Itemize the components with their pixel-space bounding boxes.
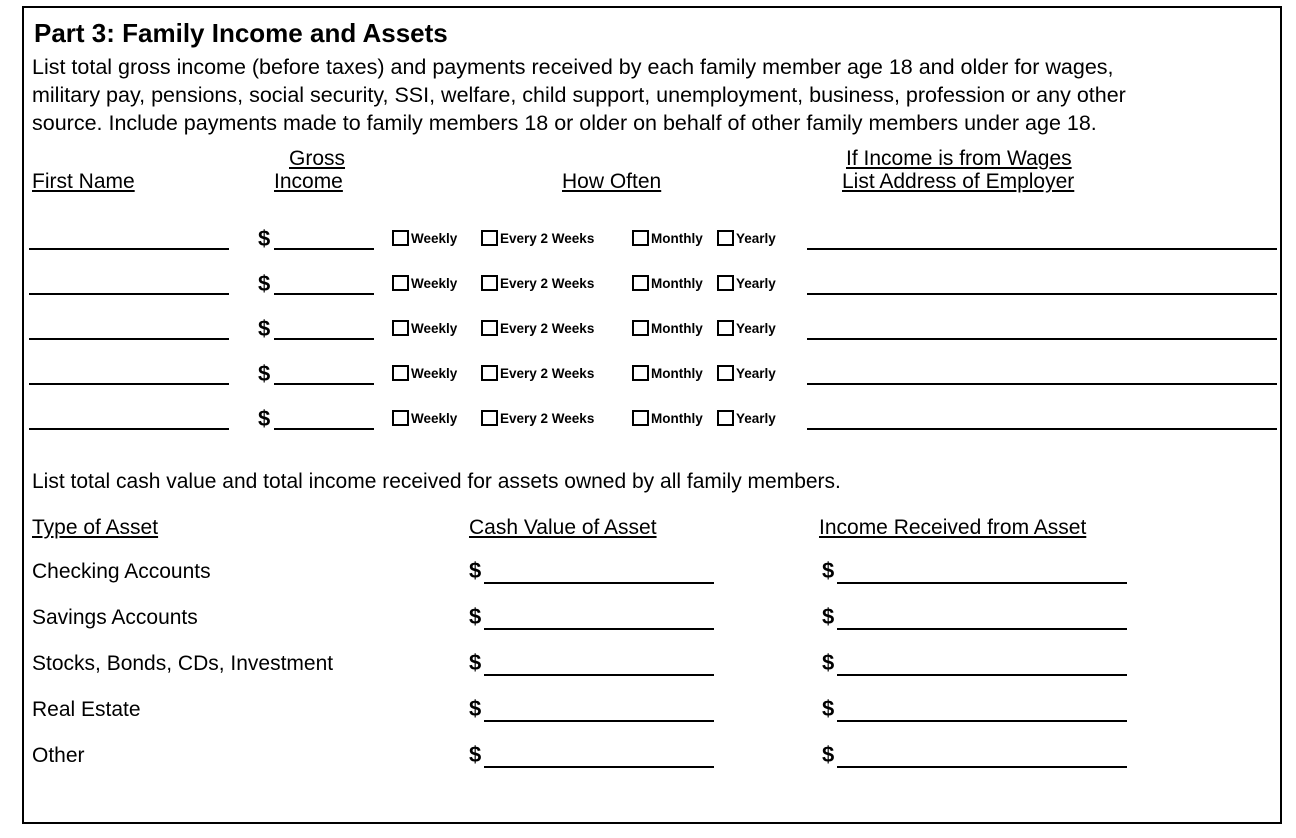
header-wages: If Income is from Wages: [846, 147, 1072, 170]
frequency-option[interactable]: [481, 320, 594, 336]
dollar-sign: $: [469, 742, 482, 767]
frequency-option[interactable]: [632, 365, 703, 381]
income-received-field[interactable]: [837, 674, 1127, 676]
frequency-label: Weekly: [411, 365, 458, 381]
frequency-option[interactable]: [717, 275, 776, 291]
header-first-name: First Name: [32, 170, 135, 193]
instruction-line: List total gross income (before taxes) and payments received by each family member age 18 and older for wages,: [32, 55, 1114, 79]
asset-row: [24, 696, 1280, 726]
frequency-checkbox[interactable]: [392, 320, 409, 336]
frequency-option[interactable]: [392, 320, 457, 336]
dollar-sign: $: [258, 226, 271, 251]
frequency-checkbox[interactable]: [717, 230, 734, 246]
frequency-checkbox[interactable]: [632, 320, 649, 336]
frequency-option[interactable]: [481, 365, 594, 381]
first-name-field[interactable]: [29, 383, 229, 385]
frequency-label: Yearly: [736, 320, 776, 336]
frequency-label: Monthly: [651, 230, 703, 246]
frequency-checkbox[interactable]: [481, 275, 498, 291]
header-cash-value: Cash Value of Asset: [469, 516, 657, 539]
dollar-sign: $: [822, 650, 835, 675]
first-name-field[interactable]: [29, 428, 229, 430]
asset-row: [24, 650, 1280, 680]
frequency-checkbox[interactable]: [481, 320, 498, 336]
asset-type-label: Checking Accounts: [32, 560, 211, 583]
frequency-checkbox[interactable]: [632, 365, 649, 381]
dollar-sign: $: [822, 696, 835, 721]
income-row: [24, 226, 1280, 256]
income-row: [24, 361, 1280, 391]
dollar-sign: $: [258, 316, 271, 341]
section-title: Part 3: Family Income and Assets: [34, 18, 448, 48]
cash-value-field[interactable]: [484, 720, 714, 722]
frequency-option[interactable]: [632, 410, 703, 426]
section-instructions: [32, 53, 1277, 137]
frequency-option[interactable]: [392, 275, 457, 291]
frequency-option[interactable]: [392, 230, 457, 246]
income-received-field[interactable]: [837, 582, 1127, 584]
frequency-option[interactable]: [632, 230, 703, 246]
gross-income-field[interactable]: [274, 338, 374, 340]
first-name-field[interactable]: [29, 293, 229, 295]
first-name-field[interactable]: [29, 248, 229, 250]
frequency-label: Every 2 Weeks: [500, 230, 595, 246]
instruction-line: military pay, pensions, social security, SSI, welfare, child support, unemployment, business, profession or any other: [32, 83, 1126, 107]
header-employer-address: List Address of Employer: [842, 170, 1075, 193]
asset-type-label: Stocks, Bonds, CDs, Investment: [32, 652, 334, 675]
frequency-checkbox[interactable]: [392, 365, 409, 381]
frequency-label: Weekly: [411, 320, 458, 336]
header-how-often: How Often: [562, 170, 662, 193]
frequency-label: Monthly: [651, 365, 703, 381]
header-asset-type: Type of Asset: [32, 516, 159, 539]
frequency-label: Monthly: [651, 410, 703, 426]
income-received-field[interactable]: [837, 766, 1127, 768]
cash-value-field[interactable]: [484, 766, 714, 768]
cash-value-field[interactable]: [484, 582, 714, 584]
frequency-label: Yearly: [736, 275, 776, 291]
header-gross: Gross: [289, 147, 346, 170]
frequency-label: Weekly: [411, 230, 458, 246]
frequency-label: Every 2 Weeks: [500, 410, 595, 426]
asset-type-label: Other: [32, 744, 85, 767]
dollar-sign: $: [822, 558, 835, 583]
gross-income-field[interactable]: [274, 248, 374, 250]
frequency-checkbox[interactable]: [717, 410, 734, 426]
frequency-option[interactable]: [632, 275, 703, 291]
gross-income-field[interactable]: [274, 383, 374, 385]
frequency-option[interactable]: [481, 275, 594, 291]
frequency-checkbox[interactable]: [392, 230, 409, 246]
dollar-sign: $: [258, 361, 271, 386]
dollar-sign: $: [258, 406, 271, 431]
employer-address-field[interactable]: [807, 293, 1277, 295]
frequency-option[interactable]: [481, 230, 594, 246]
frequency-label: Every 2 Weeks: [500, 320, 595, 336]
cash-value-field[interactable]: [484, 628, 714, 630]
frequency-label: Monthly: [651, 320, 703, 336]
employer-address-field[interactable]: [807, 383, 1277, 385]
frequency-option[interactable]: [392, 365, 457, 381]
asset-type-label: Real Estate: [32, 698, 141, 721]
family-income-assets-section: [22, 6, 1282, 824]
frequency-option[interactable]: [481, 410, 594, 426]
income-row: [24, 406, 1280, 436]
employer-address-field[interactable]: [807, 248, 1277, 250]
frequency-checkbox[interactable]: [481, 365, 498, 381]
income-received-field[interactable]: [837, 720, 1127, 722]
dollar-sign: $: [258, 271, 271, 296]
income-received-field[interactable]: [837, 628, 1127, 630]
income-row: [24, 271, 1280, 301]
frequency-checkbox[interactable]: [481, 410, 498, 426]
frequency-label: Yearly: [736, 230, 776, 246]
frequency-checkbox[interactable]: [481, 230, 498, 246]
frequency-option[interactable]: [717, 365, 776, 381]
frequency-label: Yearly: [736, 365, 776, 381]
frequency-label: Weekly: [411, 410, 458, 426]
assets-instruction: List total cash value and total income received for assets owned by all family members.: [32, 470, 841, 493]
frequency-checkbox[interactable]: [717, 320, 734, 336]
frequency-checkbox[interactable]: [632, 230, 649, 246]
frequency-label: Weekly: [411, 275, 458, 291]
frequency-checkbox[interactable]: [632, 410, 649, 426]
employer-address-field[interactable]: [807, 338, 1277, 340]
dollar-sign: $: [469, 696, 482, 721]
income-row: [24, 316, 1280, 346]
header-income-received: Income Received from Asset: [819, 516, 1087, 539]
frequency-checkbox[interactable]: [392, 275, 409, 291]
frequency-option[interactable]: [392, 410, 457, 426]
asset-row: [24, 604, 1280, 634]
frequency-option[interactable]: [632, 320, 703, 336]
first-name-field[interactable]: [29, 338, 229, 340]
gross-income-field[interactable]: [274, 428, 374, 430]
asset-row: [24, 742, 1280, 772]
frequency-option[interactable]: [717, 410, 776, 426]
frequency-label: Yearly: [736, 410, 776, 426]
frequency-label: Every 2 Weeks: [500, 275, 595, 291]
cash-value-field[interactable]: [484, 674, 714, 676]
frequency-label: Monthly: [651, 275, 703, 291]
frequency-option[interactable]: [717, 320, 776, 336]
dollar-sign: $: [822, 742, 835, 767]
frequency-label: Every 2 Weeks: [500, 365, 595, 381]
gross-income-field[interactable]: [274, 293, 374, 295]
frequency-checkbox[interactable]: [392, 410, 409, 426]
instruction-line: source. Include payments made to family members 18 or older on behalf of other family members under age 18.: [32, 111, 1097, 135]
frequency-checkbox[interactable]: [717, 365, 734, 381]
frequency-checkbox[interactable]: [632, 275, 649, 291]
dollar-sign: $: [469, 650, 482, 675]
dollar-sign: $: [822, 604, 835, 629]
asset-row: [24, 558, 1280, 588]
frequency-option[interactable]: [717, 230, 776, 246]
dollar-sign: $: [469, 558, 482, 583]
asset-type-label: Savings Accounts: [32, 606, 198, 629]
header-income: Income: [274, 170, 343, 193]
frequency-checkbox[interactable]: [717, 275, 734, 291]
employer-address-field[interactable]: [807, 428, 1277, 430]
dollar-sign: $: [469, 604, 482, 629]
